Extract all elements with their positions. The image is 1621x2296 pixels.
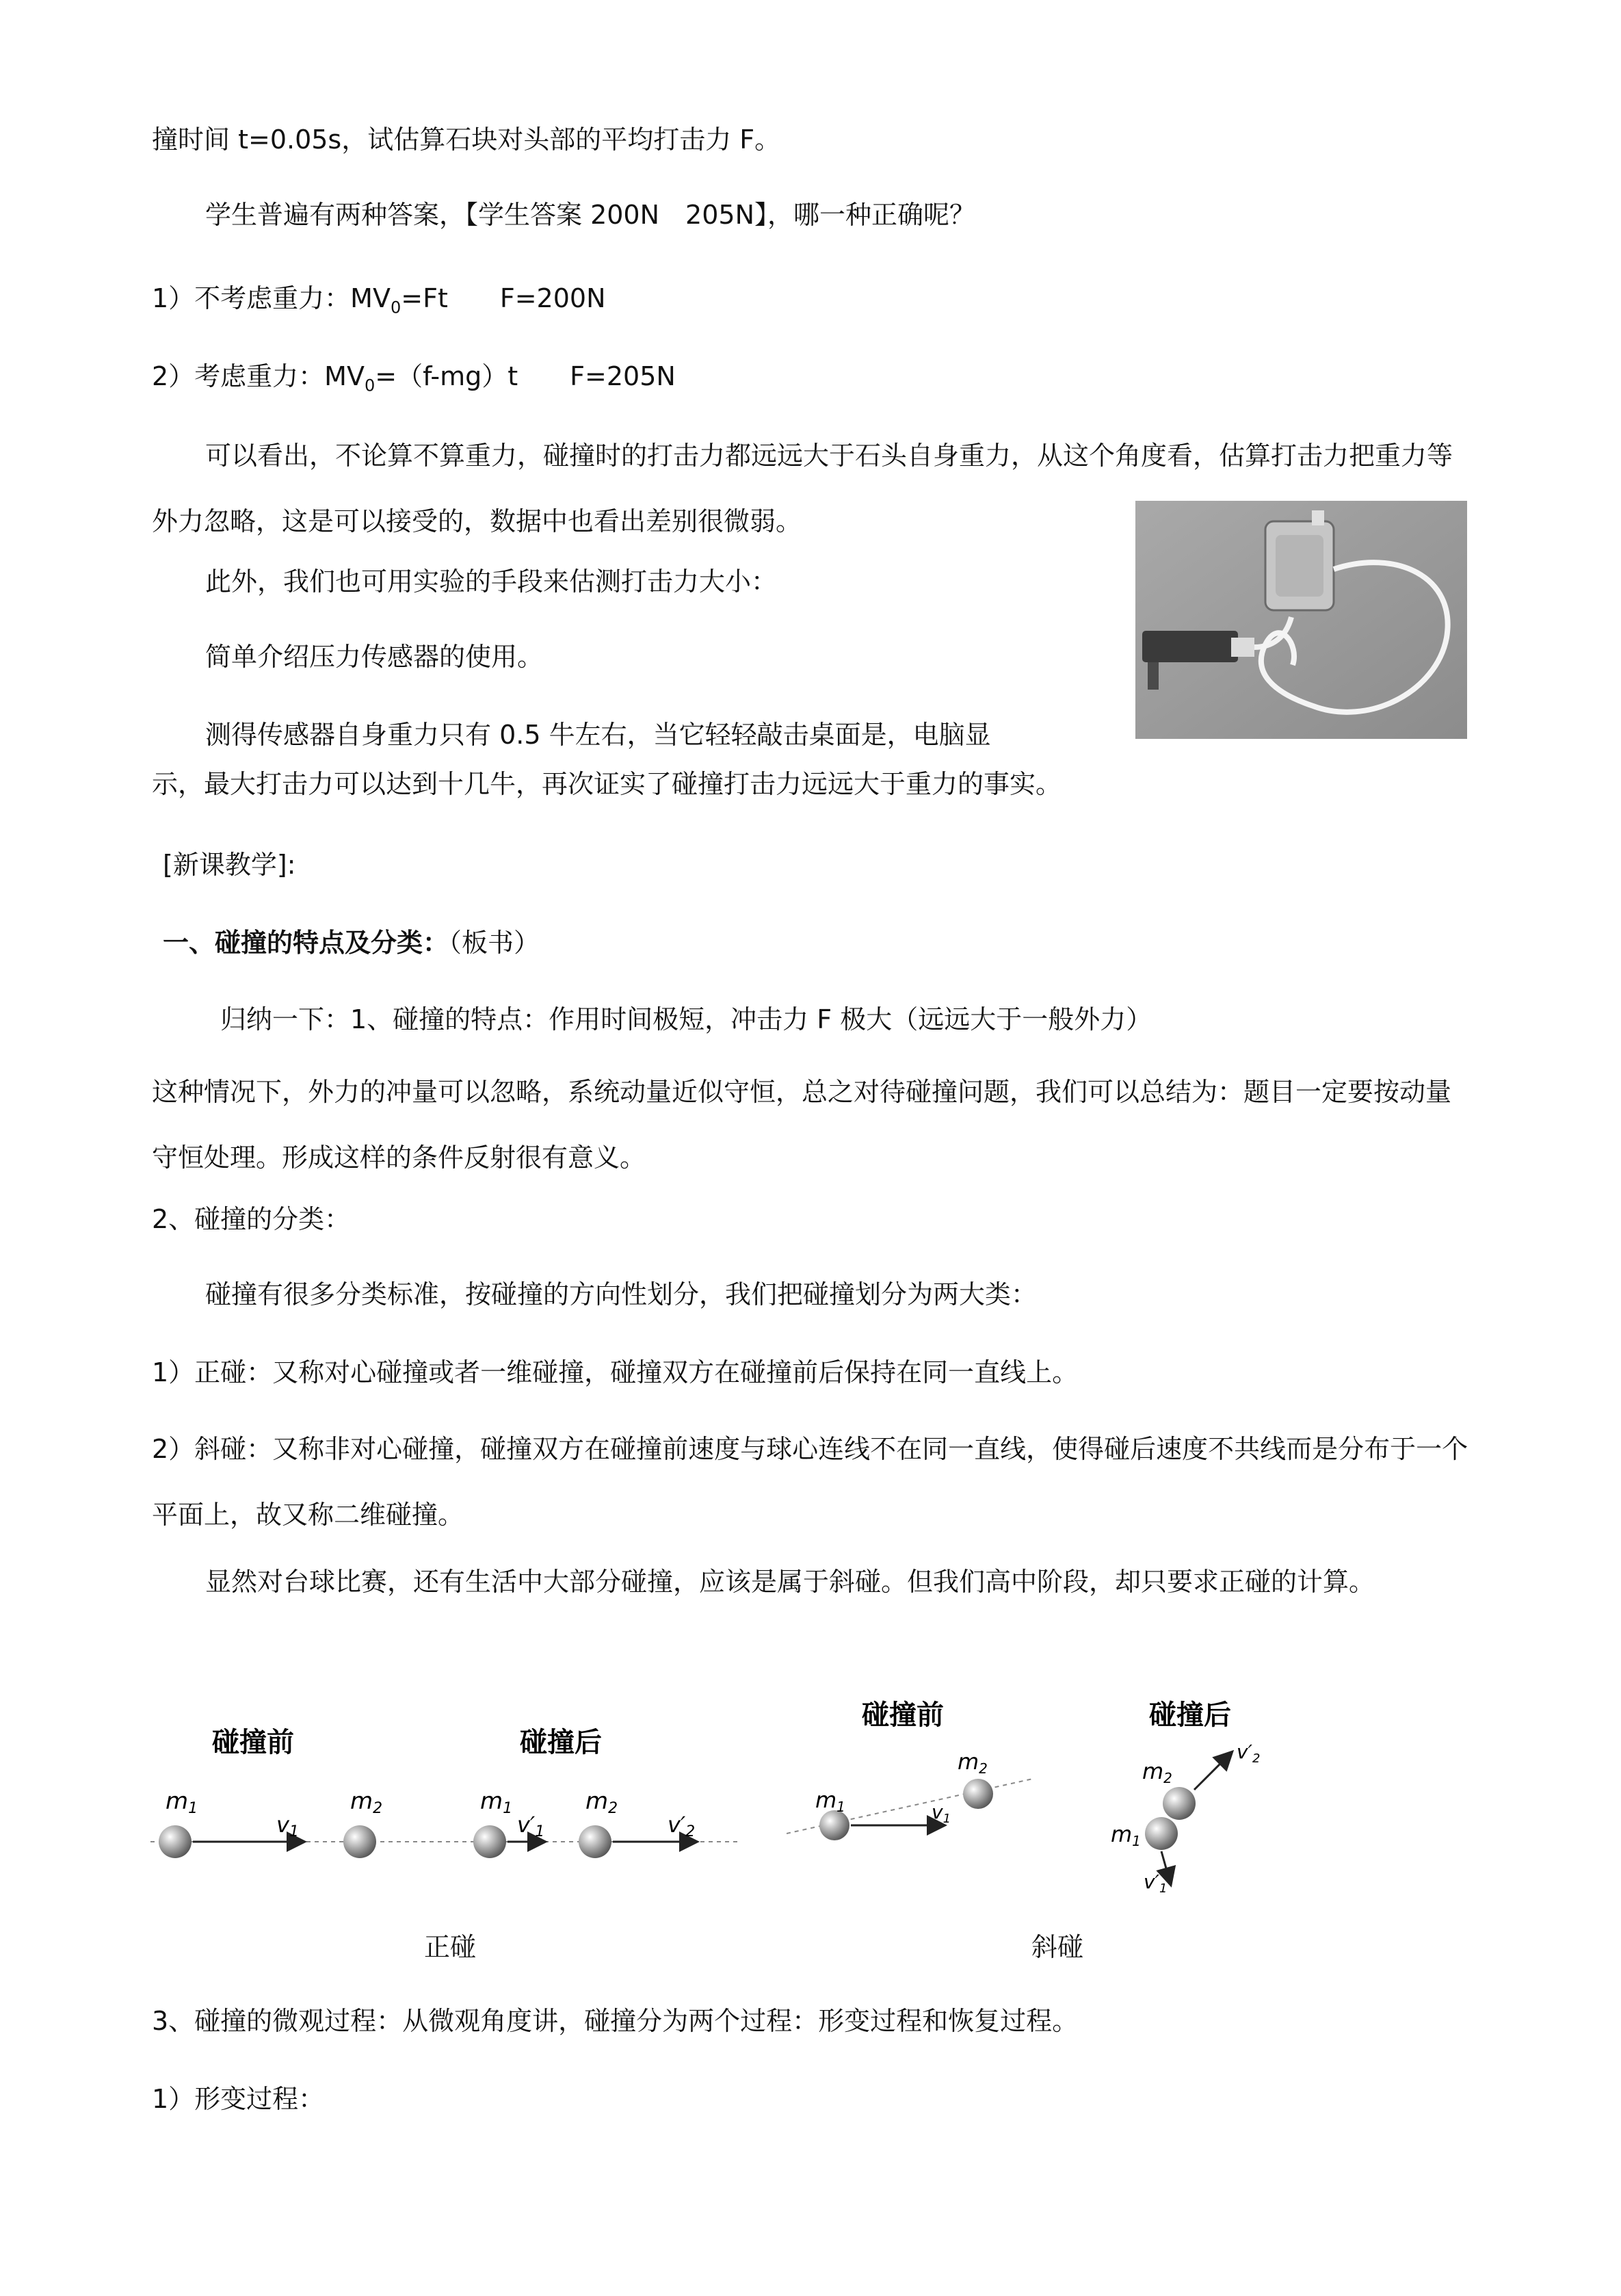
formula-no-gravity: 1）不考虑重力：$MV_0=Ft$ F=200N — [152, 283, 606, 317]
svg-text:m2: m2 — [958, 1749, 988, 1777]
oblique-collision-diagram — [787, 1690, 1334, 1916]
ball-m2-before — [343, 1825, 376, 1858]
svg-text:v′2: $v'_2$ — [1237, 1740, 1261, 1766]
svg-text:m1: m1 — [1111, 1821, 1141, 1849]
ball-m1-after — [473, 1825, 506, 1858]
svg-text:m2: m2 — [350, 1788, 383, 1817]
svg-text:v′2: v′2 — [668, 1812, 696, 1840]
section-heading-collision: 一、碰撞的特点及分类：（板书） — [163, 928, 540, 958]
head-on-collision-diagram — [137, 1724, 739, 1888]
text-line-sensor-a: 测得传感器自身重力只有 0.5 牛左右，当它轻轻敲击桌面是，电脑显 — [205, 720, 991, 750]
text-line-classification-intro: 碰撞有很多分类标准，按碰撞的方向性划分，我们把碰撞划分为两大类： — [205, 1279, 1038, 1309]
paragraph-oblique: 2）斜碰：又称非对心碰撞，碰撞双方在碰撞前速度与球心连线不在同一直线，使得碰后速度不共线而是分布于一个平面上，故又称二维碰撞。 — [152, 1434, 1468, 1530]
velocity-v2-oblique-arrow — [1194, 1751, 1233, 1790]
label-after-oblique: 碰撞后 — [1149, 1699, 1231, 1731]
ball-m1-oblique-after — [1145, 1817, 1178, 1850]
text-line-deformation: 1）形变过程： — [152, 2084, 325, 2114]
paragraph-gravity-comparison: 可以看出，不论算不算重力，碰撞时的打击力都远远大于石头自身重力，从这个角度看，估算打击力把重力等外力忽略，这是可以接受的，数据中也看出差别很微弱。 — [152, 441, 1453, 536]
caption-head-on: 正碰 — [424, 1932, 477, 1962]
svg-text:m1: m1 — [166, 1788, 198, 1817]
text-line-1: 撞时间 t=0.05s，试估算石块对头部的平均打击力 F。 — [152, 125, 781, 155]
svg-text:v′1: $v'_1$ — [1144, 1870, 1168, 1896]
paragraph-momentum: 这种情况下，外力的冲量可以忽略，系统动量近似守恒，总之对待碰撞问题，我们可以总结为：题目一定要按动量守恒处理。形成这样的条件反射很有意义。 — [152, 1077, 1452, 1173]
label-after: 碰撞后 — [520, 1727, 602, 1758]
ball-m2-after — [579, 1825, 611, 1858]
text-line-characteristics: 归纳一下：1、碰撞的特点：作用时间极短，冲击力 F 极大（远远大于一般外力） — [220, 1004, 1152, 1034]
velocity-v1-oblique-after-arrow — [1161, 1851, 1171, 1886]
ball-m2-oblique-before — [963, 1779, 993, 1809]
text-line-sensor-b: 示，最大打击力可以达到十几牛，再次证实了碰撞打击力远远大于重力的事实。 — [152, 769, 1062, 799]
text-line-classification: 2、碰撞的分类： — [152, 1204, 351, 1234]
text-line-sensor-intro: 简单介绍压力传感器的使用。 — [205, 642, 544, 672]
svg-text:m1: m1 — [815, 1787, 845, 1815]
label-before: 碰撞前 — [212, 1727, 294, 1758]
svg-text:v1: v1 — [276, 1812, 299, 1840]
caption-oblique: 斜碰 — [1031, 1932, 1084, 1962]
section-label-new-lesson: [新课教学]: — [163, 850, 296, 880]
text-line-micro-process: 3、碰撞的微观过程：从微观角度讲，碰撞分为两个过程：形变过程和恢复过程。 — [152, 2006, 1079, 2036]
svg-text:v′1: v′1 — [517, 1812, 545, 1840]
svg-text:m1: m1 — [480, 1788, 513, 1817]
ball-m2-oblique-after — [1163, 1787, 1196, 1820]
formula-with-gravity: 2）考虑重力：$MV_0=(f-mg)t$ F=205N — [152, 361, 676, 395]
label-before-oblique: 碰撞前 — [862, 1699, 944, 1731]
svg-text:m2: m2 — [585, 1788, 618, 1817]
force-sensor-photo — [1135, 501, 1467, 739]
svg-text:m2: m2 — [1142, 1758, 1172, 1786]
text-line-2: 学生普遍有两种答案，【学生答案 200N 205N】，哪一种正确呢？ — [205, 200, 975, 230]
svg-text:v1: $v_1$ — [932, 1801, 951, 1826]
text-line-experiment: 此外，我们也可用实验的手段来估测打击力大小： — [205, 566, 778, 597]
ball-m1-before — [159, 1825, 192, 1858]
text-line-head-on: 1）正碰：又称对心碰撞或者一维碰撞，碰撞双方在碰撞前后保持在同一直线上。 — [152, 1357, 1079, 1387]
paragraph-billiards: 显然对台球比赛，还有生活中大部分碰撞，应该是属于斜碰。但我们高中阶段，却只要求正碰的计算。 — [205, 1567, 1375, 1597]
